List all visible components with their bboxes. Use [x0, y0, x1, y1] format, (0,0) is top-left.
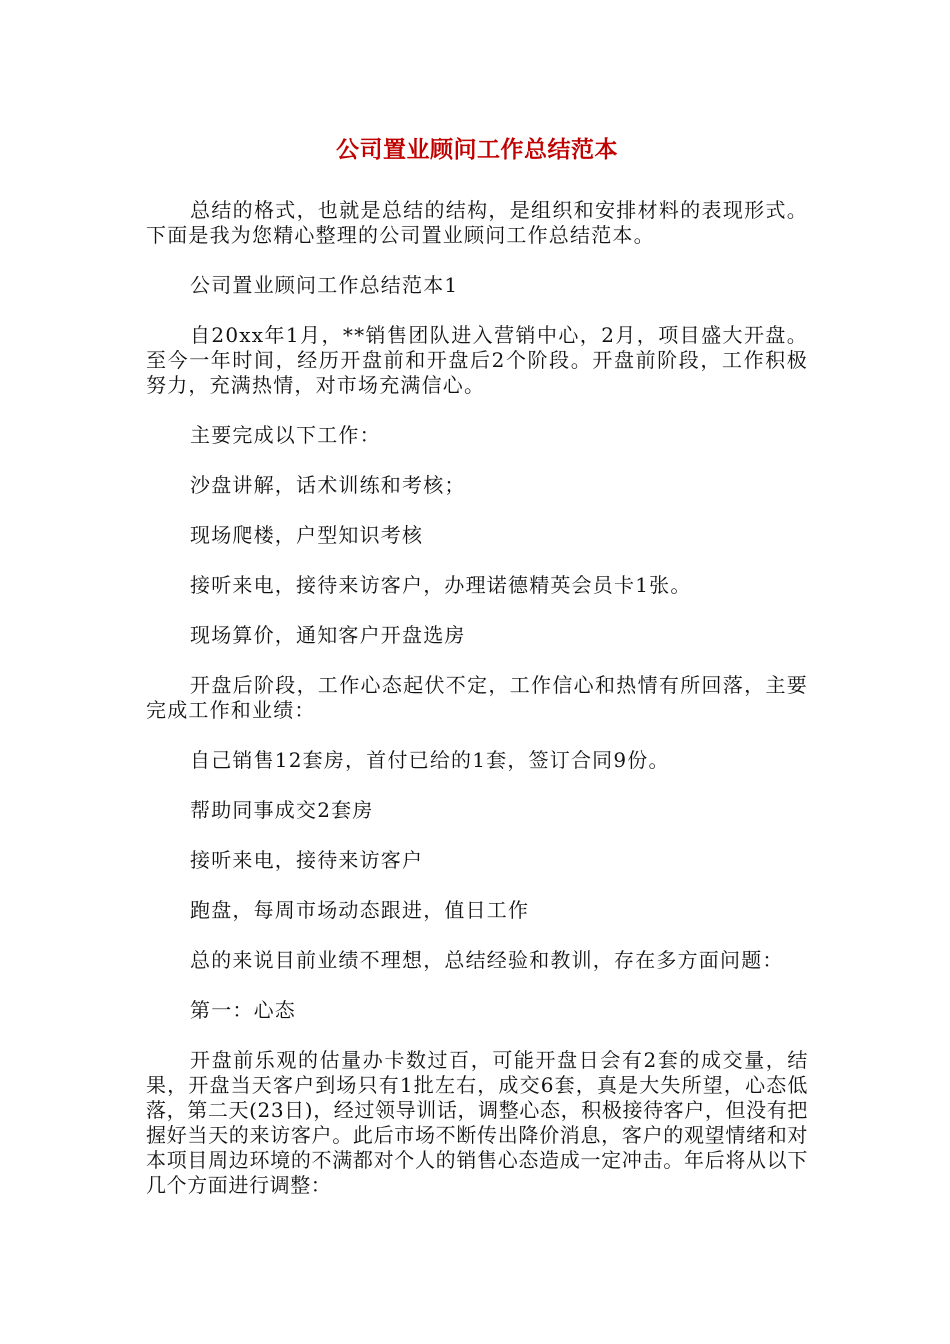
paragraph-market-tracking: 跑盘，每周市场动态跟进，值日工作 [190, 898, 530, 922]
paragraph-help-colleagues: 帮助同事成交2套房 [190, 798, 374, 822]
paragraph-site-visit: 现场爬楼，户型知识考核 [190, 523, 424, 547]
paragraph-overview: 自20xx年1月，**销售团队进入营销中心，2月，项目盛大开盘。至今一年时间，经历开盘前和开盘后2个阶段。开盘前阶段，工作积极努力，充满热情，对市场充满信心。 [146, 323, 808, 397]
paragraph-calls: 接听来电，接待来访客户，办理诺德精英会员卡1张。 [190, 573, 692, 597]
paragraph-section-heading: 公司置业顾问工作总结范本1 [190, 273, 459, 297]
paragraph-summary: 总的来说目前业绩不理想，总结经验和教训，存在多方面问题： [190, 948, 784, 972]
paragraph-pricing: 现场算价，通知客户开盘选房 [190, 623, 466, 647]
document-title: 公司置业顾问工作总结范本 [336, 137, 618, 163]
paragraph-point-one: 第一：心态 [190, 998, 296, 1022]
paragraph-sandtable: 沙盘讲解，话术训练和考核； [190, 473, 466, 497]
paragraph-mindset: 开盘前乐观的估量办卡数过百，可能开盘日会有2套的成交量，结果，开盘当天客户到场只有1批左右，成交6套，真是大失所望，心态低落，第二天(23日)，经过领导训话，调整心态，积极接待客户，但没有把握好当天的来访客户。此后市场不断传出降价消息，客户的观望情绪和对本项目周边环境的不满都对个人的销售心态造成一定冲击。年后将从以下几个方面进行调整： [146, 1048, 808, 1197]
paragraph-main-work: 主要完成以下工作： [190, 423, 381, 447]
paragraph-sales: 自己销售12套房，首付已给的1套，签订合同9份。 [190, 748, 670, 772]
paragraph-calls-2: 接听来电，接待来访客户 [190, 848, 424, 872]
paragraph-after-opening: 开盘后阶段，工作心态起伏不定，工作信心和热情有所回落，主要完成工作和业绩： [146, 673, 808, 722]
paragraph-intro: 总结的格式，也就是总结的结构，是组织和安排材料的表现形式。下面是我为您精心整理的公司置业顾问工作总结范本。 [146, 198, 808, 247]
